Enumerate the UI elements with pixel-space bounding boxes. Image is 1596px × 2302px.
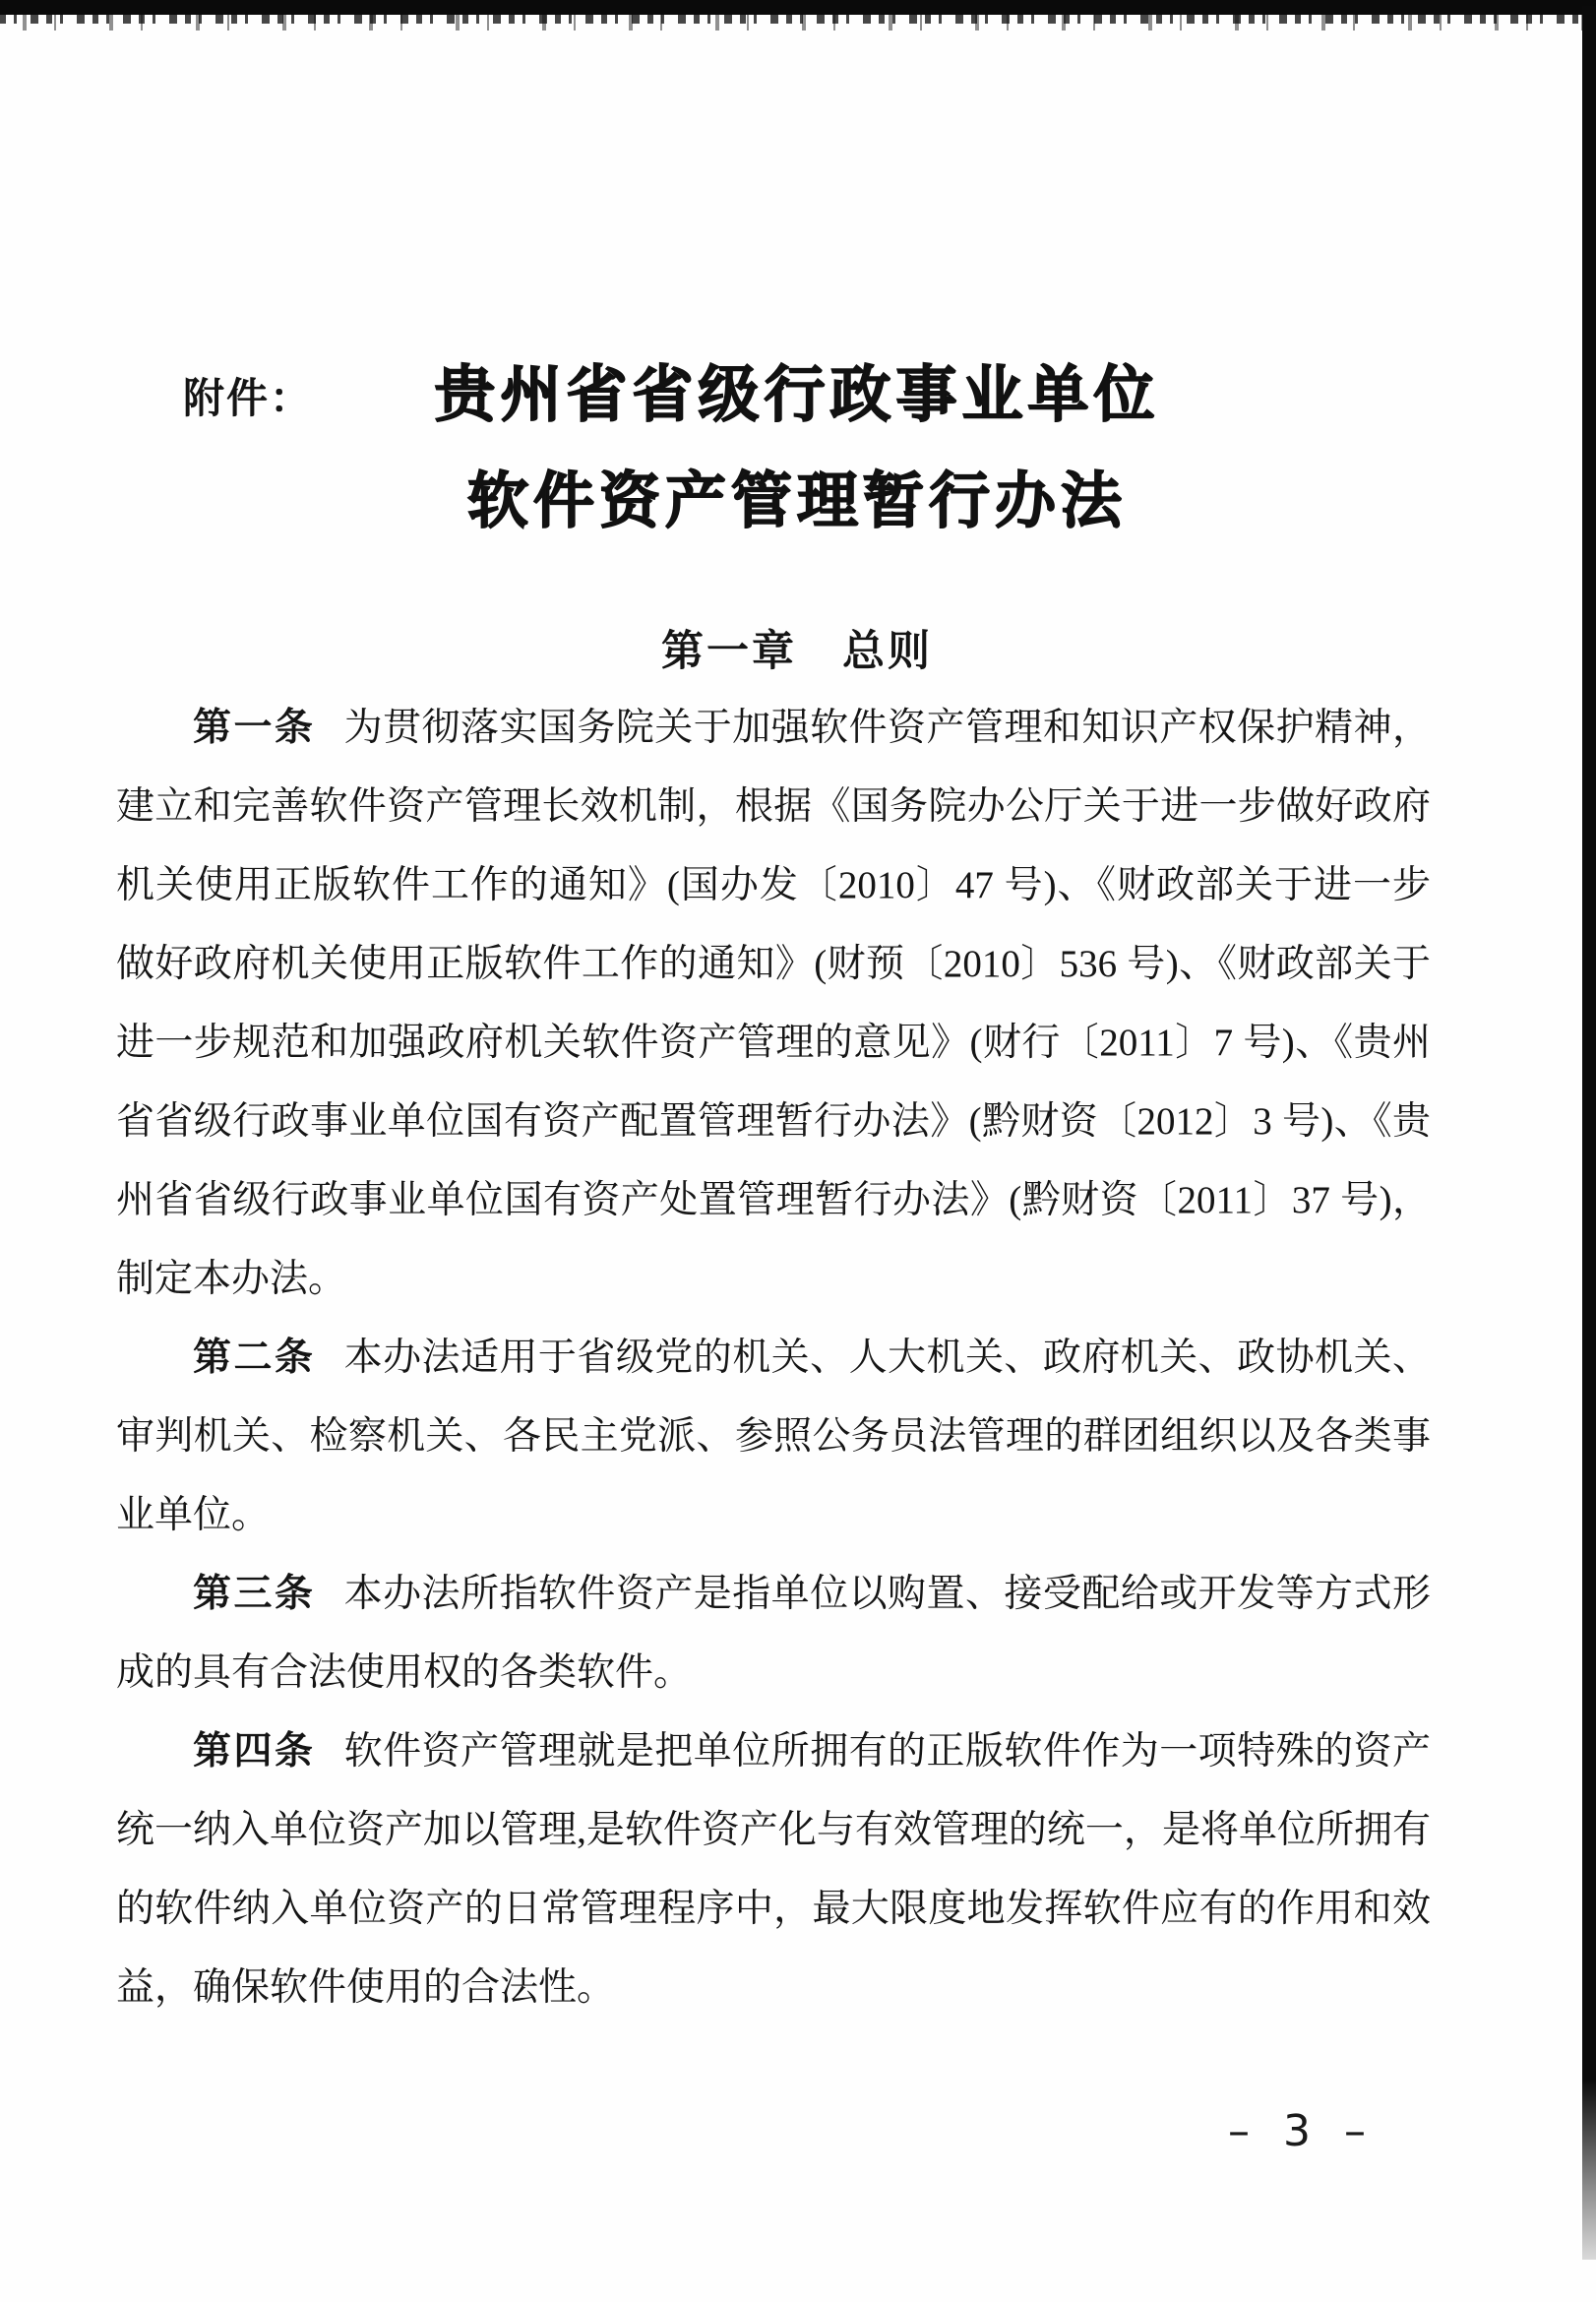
article-4-label: 第四条: [193, 1730, 316, 1773]
document-title-line-2: 软件资产管理暂行办法: [466, 468, 1127, 535]
chapter-heading: 第一章 总则: [661, 629, 933, 675]
article-2-text: 本办法适用于省级党的机关、人大机关、政府机关、政协机关、审判机关、检察机关、各民主党派、参照公务员法管理的群团组织以及各类事业单位。: [116, 1337, 1431, 1536]
page-number: – 3 –: [1228, 2106, 1376, 2156]
article-paragraph-3: [116, 1555, 1431, 1712]
scan-artifact-top-edge: [0, 0, 1596, 15]
article-3-text: 本办法所指软件资产是指单位以购置、接受配给或开发等方式形成的具有合法使用权的各类软件。: [116, 1573, 1431, 1694]
document-title: [118, 342, 1476, 555]
document-body: [116, 689, 1431, 2027]
scan-artifact-right-edge: [1582, 6, 1596, 2260]
article-paragraph-4: [116, 1712, 1431, 2027]
document-title-line-1: 贵州省省级行政事业单位: [434, 362, 1160, 429]
article-1-text: 为贯彻落实国务院关于加强软件资产管理和知识产权保护精神，建立和完善软件资产管理长效机制，根据《国务院办公厅关于进一步做好政府机关使用正版软件工作的通知》(国办发〔2010〕47 号)、《财政部关于进一步做好政府机关使用正版软件工作的通知》(财预〔2010〕536 号)、《财政部关于进一步规范和加强政府机关软件资产管理的意见》(财行〔2011〕7 号)、《贵州省省级行政事业单位国有资产配置管理暂行办法》(黔财资〔2012〕3 号)、《贵州省省级行政事业单位国有资产处置管理暂行办法》(黔财资〔2011〕37 号)，制定本办法。: [116, 707, 1431, 1300]
attachment-label: 附件：: [183, 377, 314, 422]
article-3-label: 第三条: [193, 1573, 316, 1615]
article-1-label: 第一条: [193, 707, 316, 749]
article-4-text: 软件资产管理就是把单位所拥有的正版软件作为一项特殊的资产统一纳入单位资产加以管理,是软件资产化与有效管理的统一，是将单位所拥有的软件纳入单位资产的日常管理程序中，最大限度地发挥软件应有的作用和效益，确保软件使用的合法性。: [116, 1730, 1431, 2009]
article-paragraph-2: [116, 1319, 1431, 1555]
article-2-label: 第二条: [193, 1337, 316, 1379]
article-paragraph-1: [116, 689, 1431, 1319]
